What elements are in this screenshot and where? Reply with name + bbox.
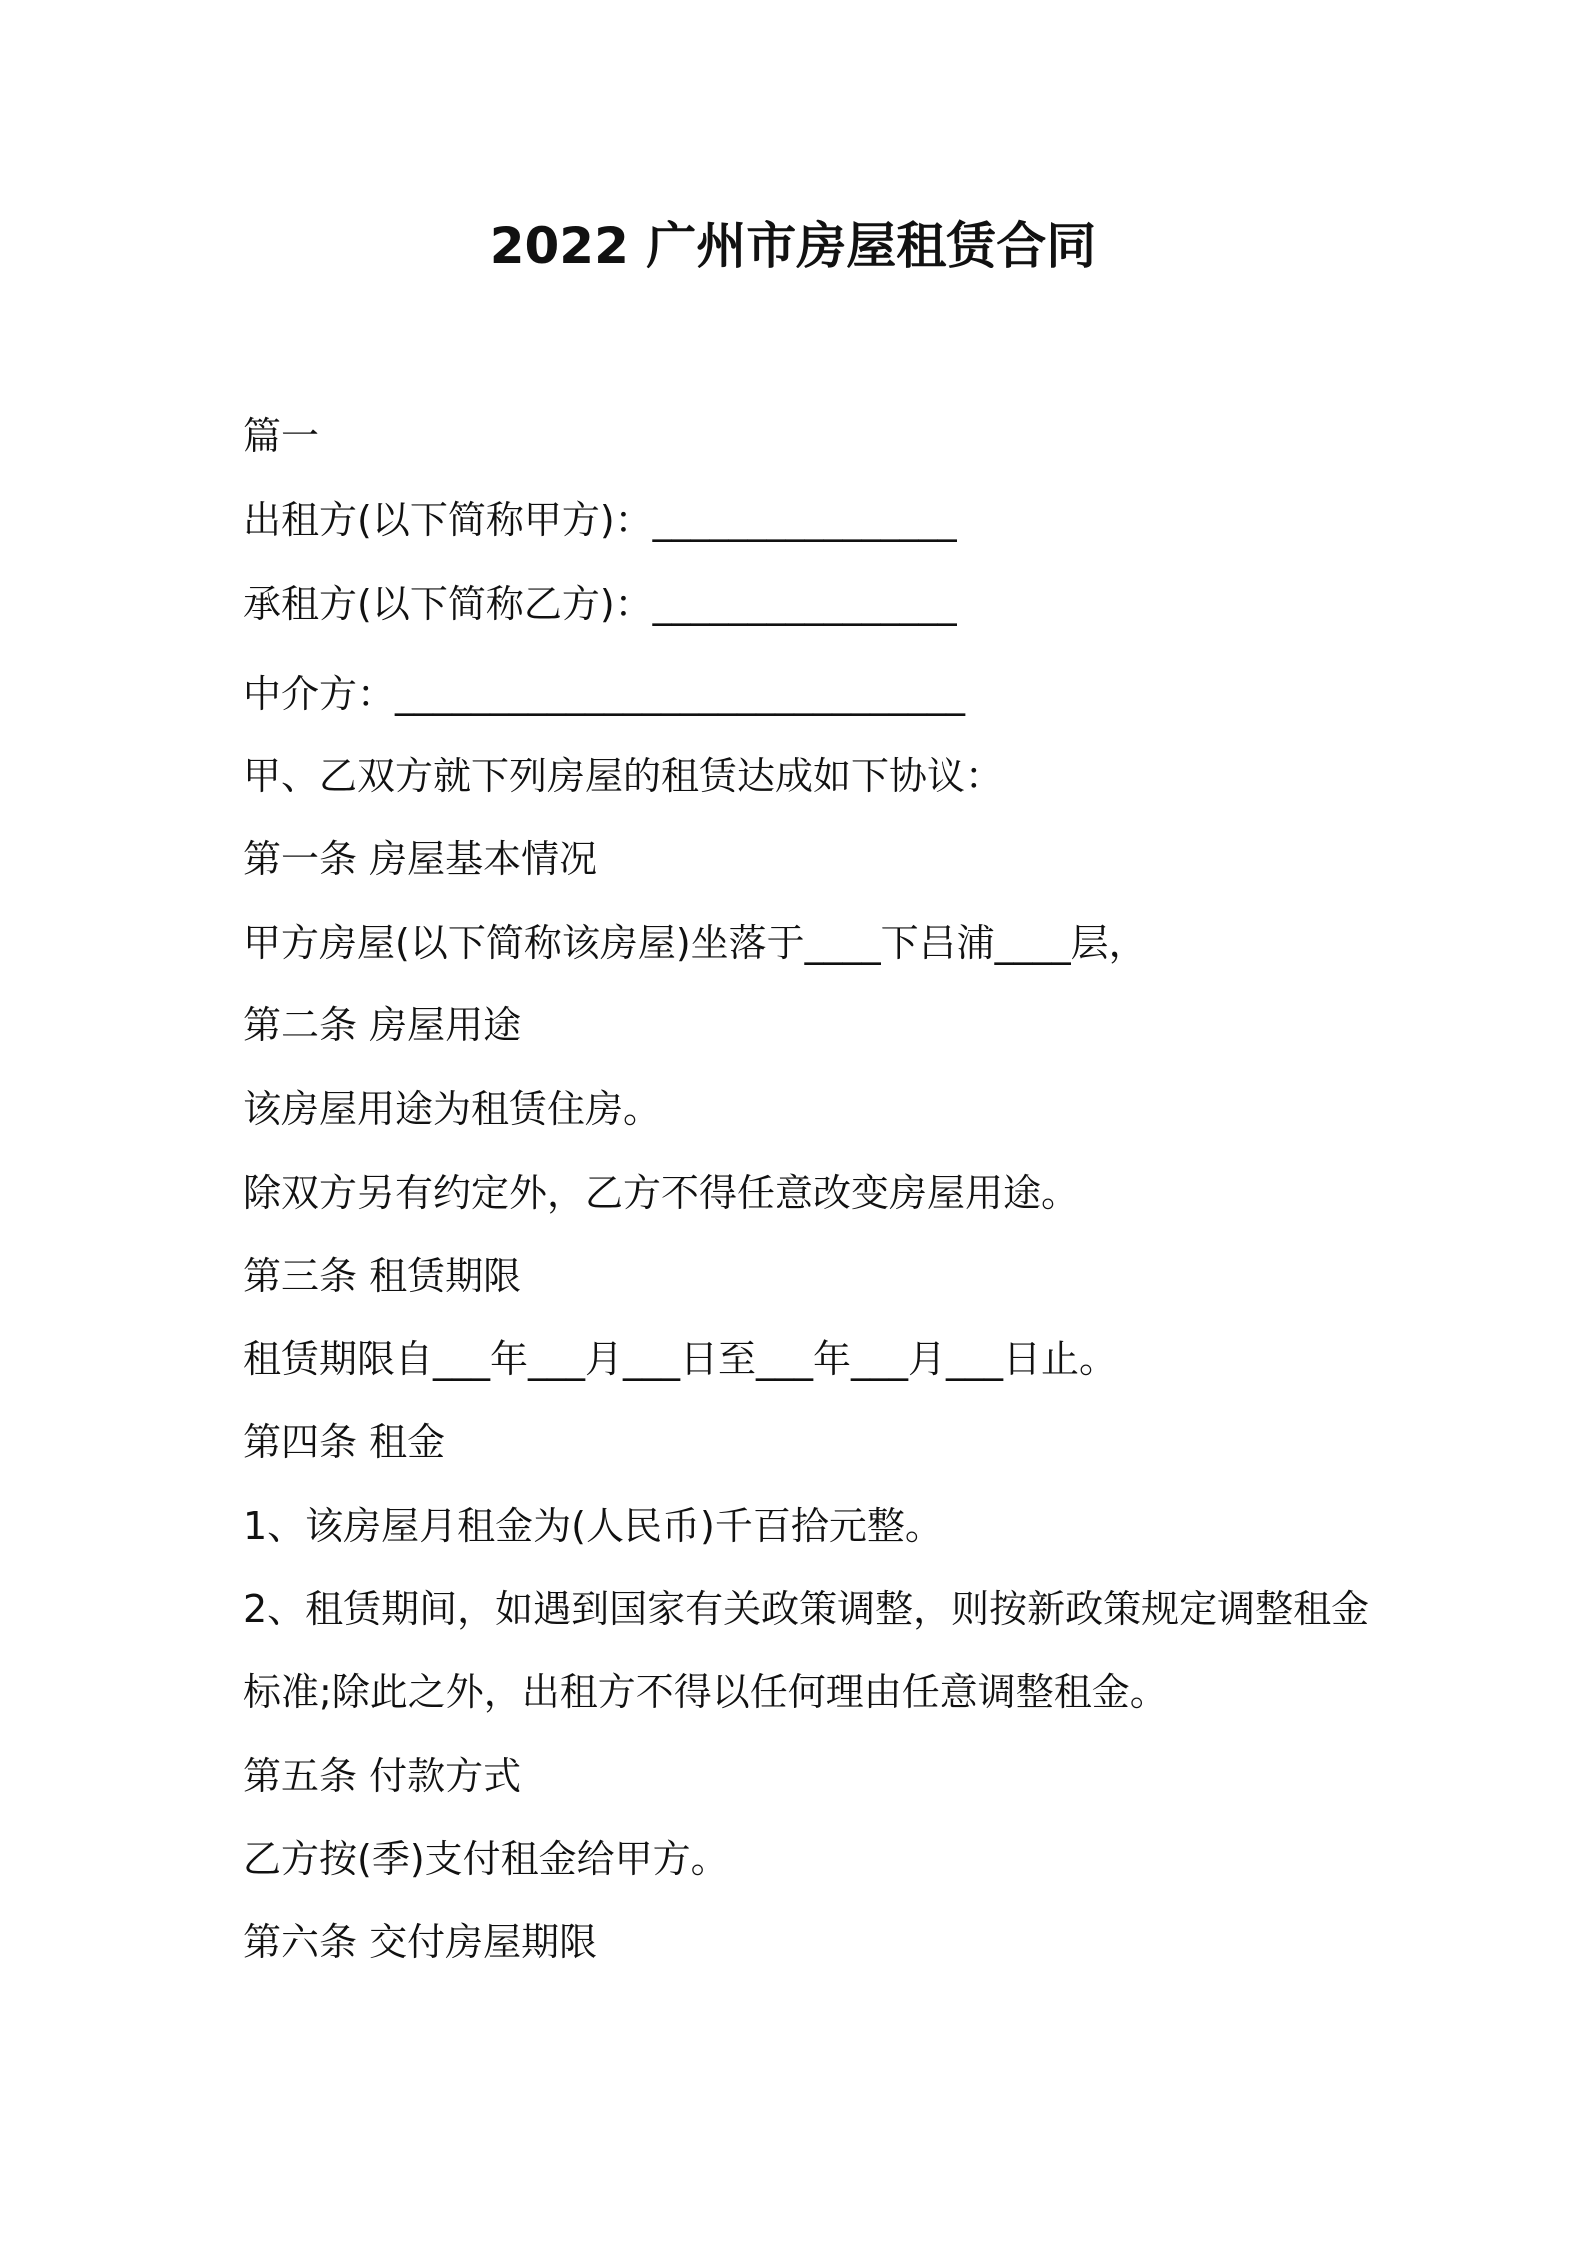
article-heading: 第二条 房屋用途 bbox=[243, 1003, 522, 1047]
article-heading: 第六条 交付房屋期限 bbox=[243, 1920, 598, 1964]
article-heading: 第一条 房屋基本情况 bbox=[243, 837, 598, 881]
paragraph: 1、该房屋月租金为(人民币)千百拾元整。 bbox=[243, 1504, 943, 1548]
article-heading: 第四条 租金 bbox=[243, 1420, 446, 1464]
paragraph: 标准;除此之外，出租方不得以任何理由任意调整租金。 bbox=[243, 1670, 1168, 1714]
lessor-field: 出租方(以下简称甲方)：________________ bbox=[243, 498, 957, 542]
section-heading: 篇一 bbox=[243, 414, 320, 458]
agent-field: 中介方：______________________________ bbox=[243, 672, 966, 716]
document-title: 2022 广州市房屋租赁合同 bbox=[489, 217, 1097, 275]
paragraph: 除双方另有约定外，乙方不得任意改变房屋用途。 bbox=[243, 1171, 1080, 1215]
paragraph: 乙方按(季)支付租金给甲方。 bbox=[243, 1837, 729, 1881]
paragraph: 2、租赁期间，如遇到国家有关政策调整，则按新政策规定调整租金 bbox=[243, 1587, 1370, 1631]
article-heading: 第五条 付款方式 bbox=[243, 1754, 522, 1798]
lessee-field: 承租方(以下简称乙方)：________________ bbox=[243, 582, 957, 626]
paragraph: 甲、乙双方就下列房屋的租赁达成如下协议： bbox=[243, 754, 1004, 798]
paragraph: 甲方房屋(以下简称该房屋)坐落于____下吕浦____层， bbox=[243, 921, 1147, 965]
paragraph: 租赁期限自___年___月___日至___年___月___日止。 bbox=[243, 1337, 1118, 1381]
paragraph: 该房屋用途为租赁住房。 bbox=[243, 1087, 662, 1131]
article-heading: 第三条 租赁期限 bbox=[243, 1254, 522, 1298]
